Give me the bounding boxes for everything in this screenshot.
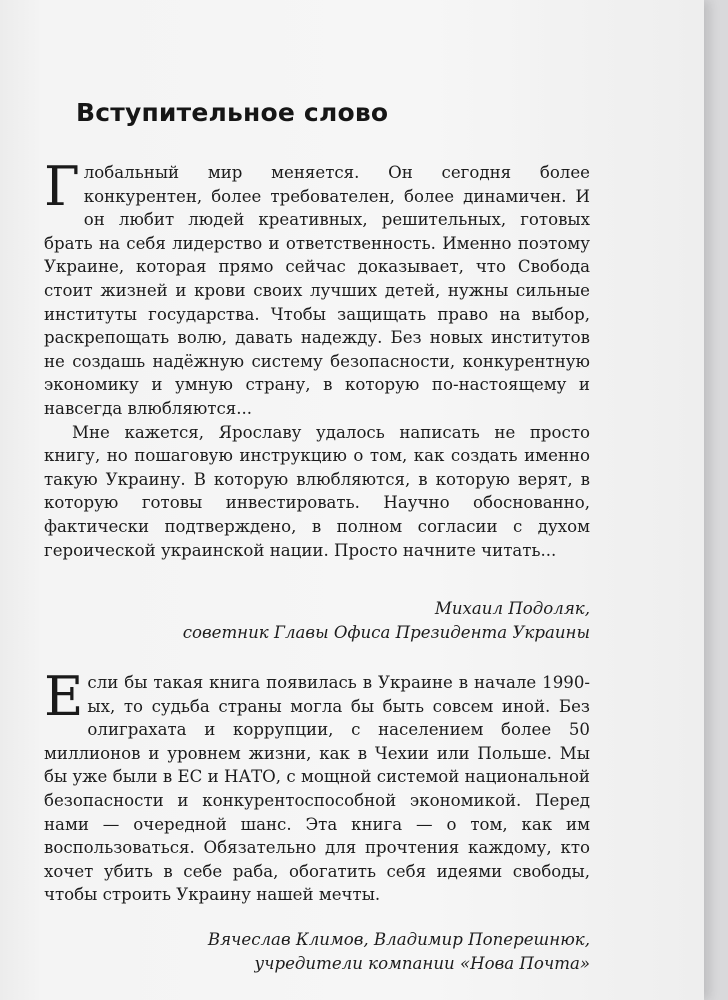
page-title: Вступительное слово [76,98,389,127]
second-paragraph [44,665,590,907]
signature-role: учредители компании «Нова Почта» [254,954,590,973]
drop-cap: Г [44,155,80,218]
signature-role: советник Главы Офиса Президента Украины [182,623,590,642]
intro-paragraph-1 [44,155,590,421]
second-text [44,665,590,907]
intro-text [44,155,590,562]
second-signature [208,928,590,976]
signature-names: Вячеслав Климов, Владимир Поперешнюк, [207,930,590,949]
intro-signature [183,597,590,645]
intro-paragraph-2: Мне кажется, Ярославу удалось написать не просто книгу, но пошаговую инструкцию о том, как создать именно такую Украину. В которую влюбляются, в которую верят, в которую готовы инвестировать. Научно обоснованно, фактически подтверждено, в полном согласии с духом героической украинской нации. Просто начните читать... [44,422,590,560]
second-paragraph-text: сли бы такая книга появилась в Украине в начале 1990-ых, то судьба страны могла бы быть совсем иной. Без олиграхата и коррупции, с населением более 50 миллионов и уровнем жизни, как в Чехии или Польше. Мы бы уже были в ЕС и НАТО, с мощной системой национальной безопасности и конкурентоспособной экономикой. Перед нами — очередной шанс. Эта книга — о том, как им воспользоваться. Обязательно для прочтения каждому, кто хочет убить в себе раба, обогатить себя идеями свободы, чтобы строить Украину нашей мечты. [44,673,590,905]
intro-paragraph-1-text: лобальный мир меняется. Он сегодня более конкурентен, более требователен, более динамичен. И он любит людей креативных, решительных, готовых брать на себя лидерство и ответственность. Именно поэтому Украине, которая прямо сейчас доказывает, что Свобода стоит жизней и крови своих лучших детей, нужны сильные институты государства. Чтобы защищать право на выбор, раскрепощать волю, давать надежду. Без новых институтов не создашь надёжную систему безопасности, конкурентную экономику и умную страну, в которую по-настоящему и навсегда влюбляются... [44,163,590,418]
drop-cap: Е [44,665,84,728]
signature-name: Михаил Подоляк, [434,599,590,618]
